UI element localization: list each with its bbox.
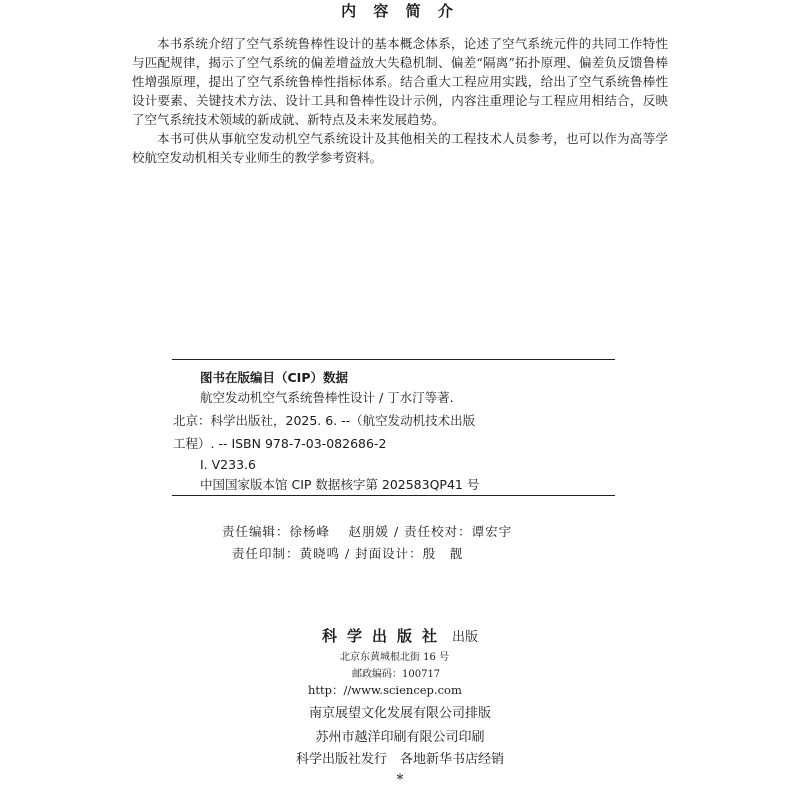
cip-line-4: Ⅰ. V233.6: [200, 457, 256, 472]
publisher-postcode: 邮政编码：100717: [352, 669, 441, 680]
credits-line-1: 责任编辑：徐杨峰 赵朋媛 / 责任校对：谭宏宇: [222, 524, 513, 539]
intro-paragraph-2: 本书可供从事航空发动机空气系统设计及其他相关的工程技术人员参考，也可以作为高等学校航空发动机相关专业师生的教学参考资料。: [132, 131, 668, 165]
cip-line-5: 中国国家版本馆 CIP 数据核字第 202583QP41 号: [200, 477, 480, 492]
credits-line-2: 责任印制：黄晓鸣 / 封面设计：殷 靓: [232, 546, 464, 561]
cip-line-3: 工程）. -- ISBN 978-7-03-082686-2: [173, 436, 387, 451]
cip-line-2: 北京：科学出版社，2025. 6. --（航空发动机技术出版: [173, 413, 476, 428]
page-title: 内 容 简 介: [341, 2, 459, 20]
publisher-address: 北京东黄城根北街 16 号: [340, 652, 450, 663]
distributor-line: 科学出版社发行 各地新华书店经销: [295, 752, 504, 767]
typesetter-line: 南京展望文化发展有限公司排版: [308, 706, 491, 721]
intro-paragraph-1: 本书系统介绍了空气系统鲁棒性设计的基本概念体系，论述了空气系统元件的共同工作特性与匹配规律，揭示了空气系统的偏差增益放大失稳机制、偏差“隔离”拓扑原理、偏差负反馈鲁棒性增强原理，提出了空气系统鲁棒性指标体系。结合重大工程应用实践，给出了空气系统鲁棒性设计要素、关键技术方法、设计工具和鲁棒性设计示例，内容注重理论与工程应用相结合，反映了空气系统技术领域的新成就、新特点及未来发展趋势。: [132, 36, 668, 127]
publisher-suffix: 出版: [452, 630, 479, 645]
cip-line-1: 航空发动机空气系统鲁棒性设计 / 丁水汀等著.: [200, 390, 454, 405]
publisher-line: [0, 625, 800, 646]
intro-text: [132, 34, 668, 167]
publisher-name: 科学出版社: [321, 627, 447, 645]
cip-bottom-rule: [172, 495, 615, 496]
publisher-url: http：//www.sciencep.com: [308, 683, 462, 697]
star-mark: *: [396, 772, 404, 788]
cip-block: [173, 360, 615, 492]
cip-heading: 图书在版编目（CIP）数据: [200, 370, 348, 385]
printer-line: 苏州市越洋印刷有限公司印刷: [315, 730, 485, 745]
